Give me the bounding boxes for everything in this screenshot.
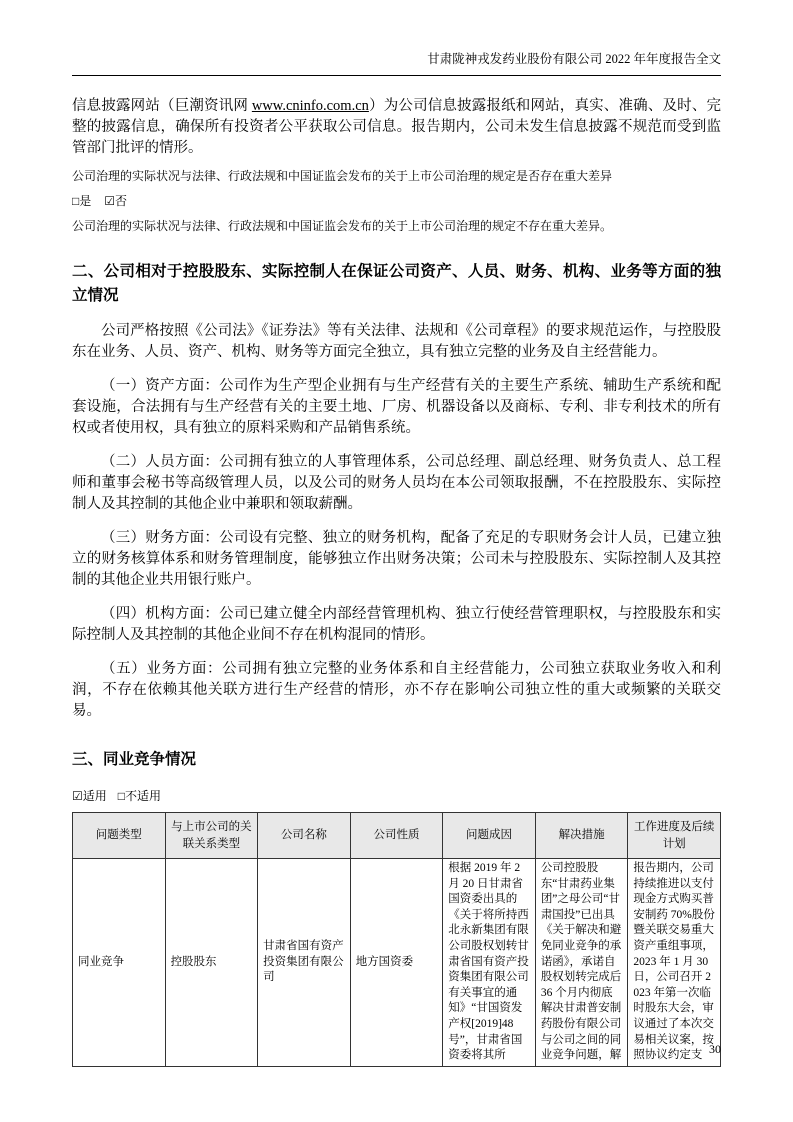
table-row	[73, 859, 721, 1067]
table-cell-solution: 公司控股股东“甘肃药业集团”之母公司“甘肃国投”已出具《关于解决和避免同业竞争的承诺函》，承诺自股权划转完成后 36 个月内彻底解决甘肃普安制药股份有限公司与公司之间的同业竞争问题，解	[535, 859, 628, 1067]
table-cell-cause: 根据 2019 年 2 月 20 日甘肃省国资委出具的《关于将所持西北永新集团有限公司股权划转甘肃省国有资产投资集团有限公司有关事宜的通知》“甘国资发产权[2019]48 号”，甘肃省国资委将其所	[443, 859, 536, 1067]
page-number: 30	[709, 1042, 721, 1056]
competition-table-header	[73, 813, 721, 859]
table-header-cell-solution: 解决措施	[535, 813, 628, 859]
table-header-cell-relation-type: 与上市公司的关联关系类型	[165, 813, 258, 859]
report-title: 甘肃陇神戎发药业股份有限公司 2022 年年度报告全文	[427, 52, 721, 66]
table-cell-relation-type: 控股股东	[165, 859, 258, 1067]
checkbox-applicable-checked: ☑适用	[72, 789, 107, 803]
table-cell-company-name: 甘肃省国有资产投资集团有限公司	[258, 859, 351, 1067]
checkbox-yes: □是	[72, 194, 92, 208]
table-header-cell-company-nature: 公司性质	[350, 813, 443, 859]
governance-conclusion: 公司治理的实际状况与法律、行政法规和中国证监会发布的关于上市公司治理的规定不存在重大差异。	[72, 219, 613, 233]
checkbox-no-checked: ☑否	[104, 194, 128, 208]
governance-question: 公司治理的实际状况与法律、行政法规和中国证监会发布的关于上市公司治理的规定是否存在重大差异	[72, 169, 613, 183]
independence-business-paragraph: （五）业务方面：公司拥有独立完整的业务体系和自主经营能力，公司独立获取业务收入和利润，不存在依赖其他关联方进行生产经营的情形，亦不存在影响公司独立性的重大或频繁的关联交易。	[72, 661, 721, 719]
checkbox-not-applicable: □不适用	[117, 789, 162, 803]
independence-finance-paragraph: （三）财务方面：公司设有完整、独立的财务机构，配备了充足的专职财务会计人员，已建立独立的财务核算体系和财务管理制度，能够独立作出财务决策；公司未与控股股东、实际控制人及其控制的其他企业共用银行账户。	[72, 530, 721, 588]
table-cell-company-nature: 地方国资委	[350, 859, 443, 1067]
competition-table	[72, 812, 721, 1067]
table-header-cell-progress-plan: 工作进度及后续计划	[628, 813, 721, 859]
independence-intro-paragraph: 公司严格按照《公司法》《证券法》等有关法律、法规和《公司章程》的要求规范运作，与控股股东在业务、人员、资产、机构、财务等方面完全独立，具有独立完整的业务及自主经营能力。	[72, 323, 721, 360]
applicability-options	[72, 788, 721, 804]
cninfo-website-link[interactable]: www.cninfo.com.cn	[251, 98, 369, 114]
table-cell-progress-plan: 报告期内，公司持续推进以支付现金方式购买普安制药 70%股份暨关联交易重大资产重组事项，2023 年 1 月 30 日，公司召开 2023 年第一次临时股东大会，审议通过了本次交易相关议案，按照协议约定支	[628, 859, 721, 1067]
independence-personnel-paragraph: （二）人员方面：公司拥有独立的人事管理体系，公司总经理、副总经理、财务负责人、总工程师和董事会秘书等高级管理人员，以及公司的财务人员均在本公司领取报酬，不在控股股东、实际控制人及其控制的其他企业中兼职和领取薪酬。	[72, 454, 721, 512]
independence-assets-paragraph: （一）资产方面：公司作为生产型企业拥有与生产经营有关的主要生产系统、辅助生产系统和配套设施，合法拥有与生产经营有关的主要土地、厂房、机器设备以及商标、专利、非专利技术的所有权或者使用权，具有独立的原料采购和产品销售系统。	[72, 378, 721, 436]
disclosure-text-after-link: ）为公司信息披露报纸和网站，真实、准确、及时、完整的披露信息，确保所有投资者公平获取公司信息。报告期内，公司未发生信息披露不规范而受到监管部门批评的情形。	[72, 98, 722, 156]
section-title-competition: 三、同业竞争情况	[72, 751, 197, 768]
governance-options	[72, 193, 721, 209]
table-header-row	[73, 813, 721, 859]
section-title-independence: 二、公司相对于控股股东、实际控制人在保证公司资产、人员、财务、机构、业务等方面的独立情况	[72, 263, 721, 304]
table-cell-issue-type: 同业竞争	[73, 859, 166, 1067]
disclosure-paragraph	[72, 96, 721, 159]
table-header-cell-issue-type: 问题类型	[73, 813, 166, 859]
table-header-cell-company-name: 公司名称	[258, 813, 351, 859]
competition-table-body	[73, 859, 721, 1067]
table-header-cell-cause: 问题成因	[443, 813, 536, 859]
page-header	[72, 50, 721, 76]
independence-organization-paragraph: （四）机构方面：公司已建立健全内部经营管理机构、独立行使经营管理职权，与控股股东和实际控制人及其控制的其他企业间不存在机构混同的情形。	[72, 606, 721, 643]
disclosure-text-before-link: 信息披露网站（巨潮资讯网	[72, 98, 252, 114]
